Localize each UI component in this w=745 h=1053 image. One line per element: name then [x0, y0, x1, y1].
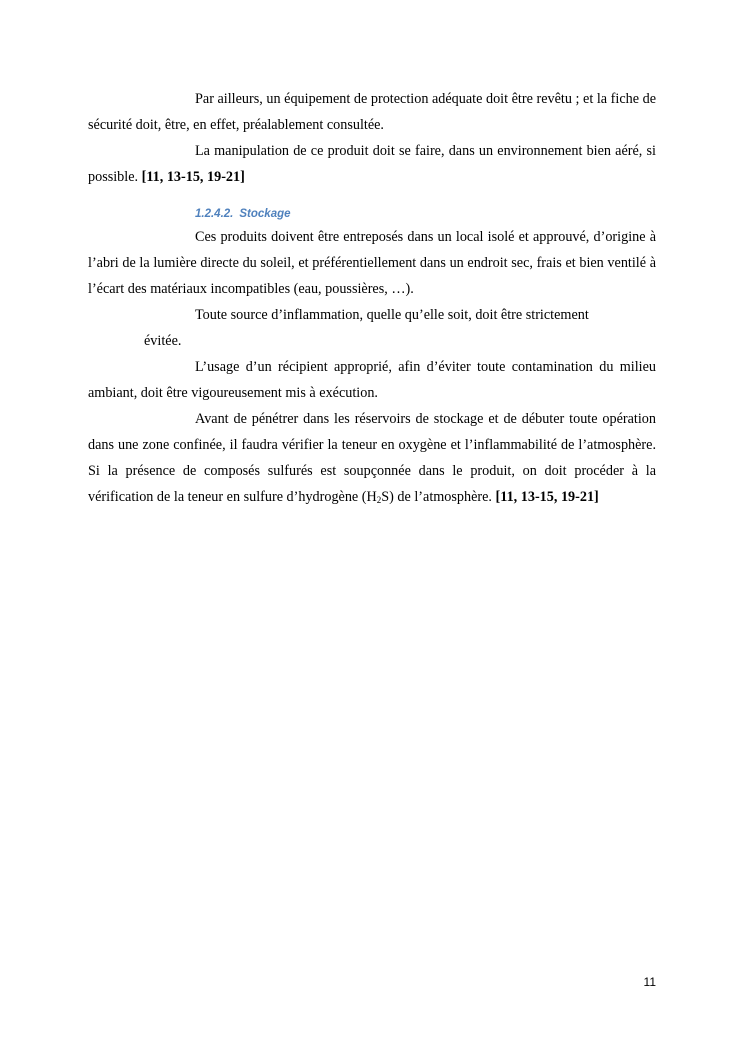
paragraph-ignition-line2: évitée. [144, 333, 182, 349]
document-body [88, 86, 656, 510]
section-number: 1.2.4.2. [195, 208, 234, 220]
section-title: Stockage [239, 208, 291, 220]
paragraph-ignition-line1: Toute source d’inflammation, quelle qu’elle soit, doit être strictement [195, 307, 589, 323]
paragraph-text: Avant de pénétrer dans les réservoirs de stockage et de débuter toute opération dans une zone confinée, il faudra vérifier la teneur en oxygène et l’inflammabilité de l’atmosphère. Si la présence de composés sulfurés est soupçonnée dans le produit, on doit procéder à la vérification de la teneur en sulfure d’hydrogène (H [88, 411, 656, 505]
paragraph-text: La manipulation de ce produit doit se faire, dans un environnement bien aéré, si possible. [88, 143, 656, 185]
citation-reference: [11, 13-15, 19-21] [495, 489, 599, 505]
paragraph-protection: Par ailleurs, un équipement de protection adéquate doit être revêtu ; et la fiche de sécurité doit, être, en effet, préalablement consultée. [88, 91, 656, 133]
citation-reference: [11, 13-15, 19-21] [141, 169, 245, 185]
paragraph-storage: Ces produits doivent être entreposés dans un local isolé et approuvé, d’origine à l’abri de la lumière directe du soleil, et préférentiellement dans un endroit sec, frais et bien ventilé à l’écart des matériaux incompatibles (eau, poussières, …). [88, 229, 656, 297]
paragraph-manipulation [88, 138, 656, 190]
subscript-2: 2 [376, 495, 382, 505]
page-number: 11 [643, 975, 656, 989]
paragraph-confined-space [88, 406, 656, 510]
section-heading-stockage [195, 204, 656, 224]
paragraph-text-end: S) de l’atmosphère. [381, 489, 492, 505]
paragraph-container: L’usage d’un récipient approprié, afin d’éviter toute contamination du milieu ambiant, doit être vigoureusement mis à exécution. [88, 359, 656, 401]
